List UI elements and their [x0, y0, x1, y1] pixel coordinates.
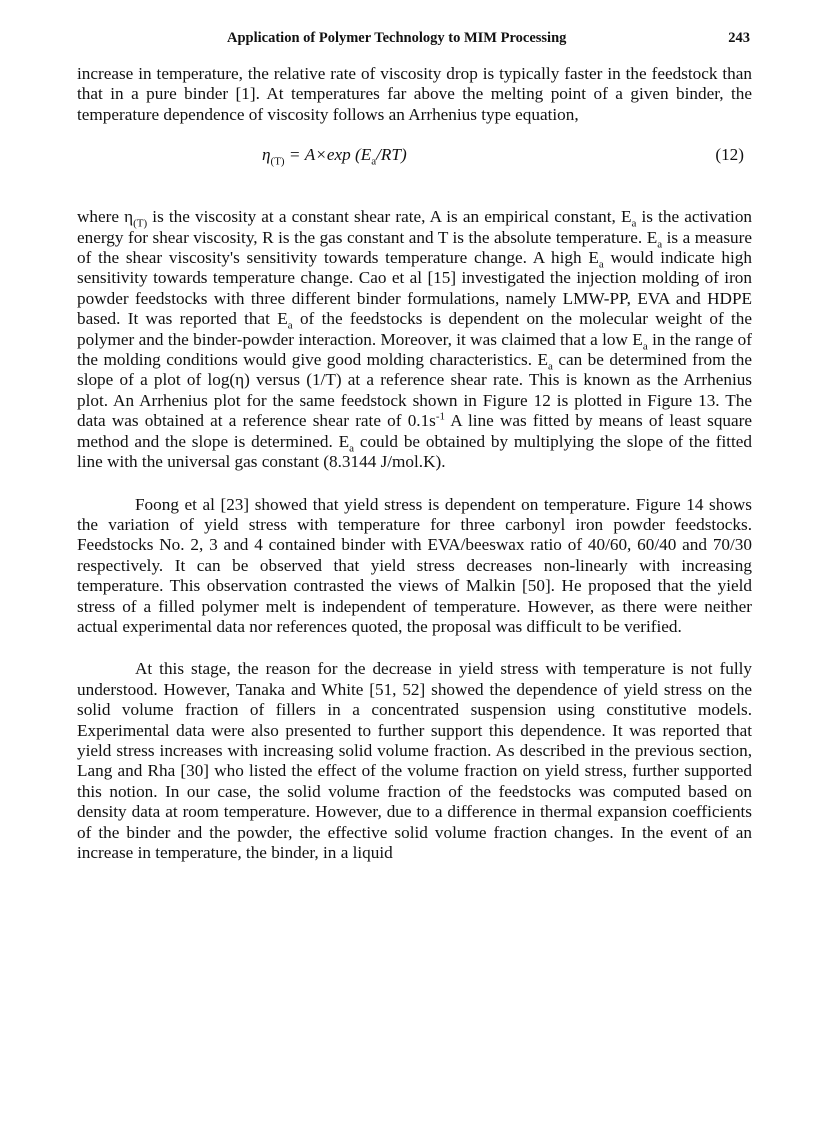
running-title: Application of Polymer Technology to MIM Processing — [227, 30, 567, 46]
p2-sub-a: a — [642, 340, 648, 353]
paragraph-2 — [77, 207, 752, 472]
p2-sub-a: a — [657, 238, 663, 251]
p2-s7: in the range of the molding conditions would give good molding characteristics. E — [77, 329, 753, 370]
p2-s3: is the activation energy for shear viscosity, R is the gas constant and T is the absolute temperature. E — [77, 207, 753, 247]
p2-sub-a: a — [349, 442, 354, 455]
p2-s4: is a measure of the shear viscosity's sensitivity towards temperature change. A high E — [77, 227, 752, 268]
equation-formula — [262, 145, 407, 168]
equation-rhs-a: = A×exp (E — [288, 145, 372, 165]
p2-s1-sub: (T) — [133, 217, 148, 230]
equation-number: (12) — [715, 145, 744, 165]
equation-rhs-b: /RT) — [376, 145, 407, 165]
p2-s6: of the feedstocks is dependent on the molecular weight of the polymer and the binder-powder interaction. Moreover, it was claimed that a low E — [77, 309, 752, 349]
paragraph-3: Foong et al [23] showed that yield stress is dependent on temperature. Figure 14 shows the variation of yield stress with temperature for three carbonyl iron powder feedstocks. Feedstocks No. 2, 3 and 4 contained binder with EVA/beeswax ratio of 40/60, 60/40 and 70/30 respectively. It can be observed that yield stress decreases non-linearly with increasing temperature. This observation contrasted the views of Malkin [50]. He proposed that the yield stress of a filled polymer melt is independent of temperature. However, as there were neither actual experimental data nor references quoted, the proposal was difficult to be verified. — [77, 494, 752, 636]
p2-s2: is the viscosity at a constant shear rate, A is an empirical constant, E — [147, 207, 632, 227]
body-text — [77, 64, 752, 863]
p2-s8-sup: -1 — [435, 410, 446, 423]
page — [77, 24, 752, 863]
running-header — [77, 24, 752, 46]
p2-s9: A line was fitted by means of least square method and the slope is determined. E — [77, 411, 752, 451]
p2-s8: can be determined from the slope of a plot of log(η) versus (1/T) at a reference shear rate. This is known as the Arrhenius plot. An Arrhenius plot for the same feedstock shown in Figure 12 is plotted in Figure 13. The data was obtained at a reference shear rate of 0.1s — [77, 350, 752, 431]
equation-12 — [77, 135, 752, 185]
p2-s10: could be obtained by multiplying the slope of the fitted line with the universal gas constant (8.3144 J/mol.K). — [77, 431, 753, 472]
equation-rhs-sub: a — [371, 155, 377, 168]
page-number: 243 — [728, 30, 750, 46]
p2-s1: where η — [77, 207, 134, 227]
paragraph-4: At this stage, the reason for the decrease in yield stress with temperature is not fully understood. However, Tanaka and White [51, 52] showed the dependence of yield stress on the solid volume fraction of fillers in a concentrated suspension using constitutive models. Experimental data were also presented to further support this dependence. It was reported that yield stress increases with increasing solid volume fraction. As described in the previous section, Lang and Rha [30] who listed the effect of the volume fraction on yield stress, further supported this notion. In our case, the solid volume fraction of the feedstocks was computed based on density data at room temperature. However, due to a difference in thermal expansion coefficients of the binder and the powder, the effective solid volume fraction changes. In the event of an increase in temperature, the binder, in a liquid — [77, 659, 752, 862]
eta-subscript: (T) — [270, 155, 285, 168]
p2-sub-a: a — [287, 319, 293, 332]
paragraph-1: increase in temperature, the relative rate of viscosity drop is typically faster in the feedstock than that in a pure binder [1]. At temperatures far above the melting point of a given binder, the temperature dependence of viscosity follows an Arrhenius type equation, — [77, 64, 752, 124]
p2-s5: would indicate high sensitivity towards temperature change. Cao et al [15] investigated the injection molding of iron powder feedstocks with three different binder formulations, namely LMW-PP, EVA and HDPE based. It was reported that E — [77, 248, 752, 329]
p2-sub-a: a — [598, 258, 604, 271]
p2-sub-a: a — [547, 360, 553, 373]
eta-symbol: η — [262, 145, 271, 165]
p2-sub-a: a — [631, 217, 637, 230]
